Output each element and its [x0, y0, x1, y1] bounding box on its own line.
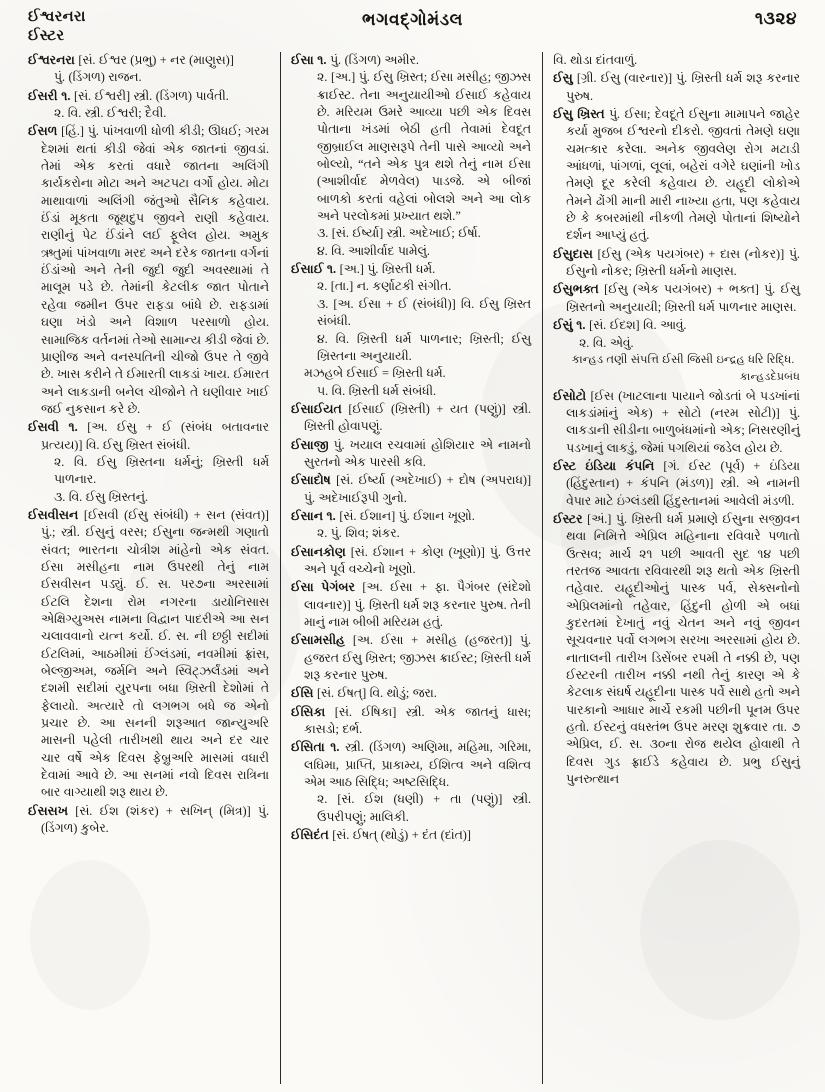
entry-definition: પું. ઈસા; દેવદૂતે ઈસુના મામાપને જાહેર કર્યા મુજબ ઈશ્વરનો દીકરો. જીવતાં તેમણે ઘણા ચમત્કાર કરેલા. અનેક જીવલેણ રોગ મટાડી આંધળાં, પાંગળાં, લૂલાં, બહેરાં વગેરે ઘણાંની ખોડ તેમણે દૂર કરેલી કહેવાય છે. યહૂદી લોકોએ તેમને ઢોંગી માની મારી નાખ્યા હતા, પણ કહેવાય છે કે કબરમાંથી નીકળી તેમણે પોતાનાં શિષ્યોને દર્શન આપ્યું હતું. — [566, 107, 801, 243]
entry-definition: સ્ત્રી. (ડિંગળ) અણિમા, મહિમા, ગરિમા, લઘિમા, પ્રાપ્તિ, પ્રાકામ્ય, ઈશિત્વ અને વશિત્વ એમ આઠ સિદ્ધિ; અષ્ટસિદ્ધિ. — [304, 740, 532, 790]
dictionary-entry — [28, 123, 269, 418]
entry-definition: [હિં.] પું. પાંખવાળી ધોળી કીડી; ઊધઈ; ગરમ દેશમાં થતાં કીડી જેવાં એક જાતનાં જીવડાં. તેમાં એક કરતાં વધારે જાતના અલિંગી કાર્યકરોના મોટા અને અટપટા વર્ગો હોય. મોટા માથાવાળાં અલિંગી જંતુઓ સૈનિક કહેવાય. ઈંડાં મૂકતા જૂથદુપ જીવને રાણી કહેવાય. રાણીનું પેટ ઈંડાંને લઈ ફૂલેલ હોય. અમુક ઋતુમાં પાંખવાળા મરદ અને દરેક જાતના વર્ગનાં ઈંડાંઓ અને તેની જુદી જુદી અવસ્થામાં તે માલૂમ પડે છે. તેમાંની કેટલીક જાત પોતાને રહેવા જમીન ઉપર રાફડા બાંધે છે. રાફડામાં ઘણા ખંડો અને વિશાળ પરસાળો હોય. સામાજિક વર્તનમાં તેઓ સામાન્ય કીડી જેવાં છે. પ્રાણીજ અને વનસ્પતિની ચીજો ઉપર તે જીવે છે. ખાસ કરીને તે ઈમારતી લાકડાં ખાય. ઈમારત અને લાકડાની બનેલ ચીજોને તે ઘણીવાર ખાઈ જઈ નુકસાન કરે છે. — [41, 124, 270, 416]
entry-headword: ઈસુભક્ત — [553, 282, 599, 297]
dictionary-entry — [291, 579, 531, 631]
entry-definition: [સં. ઈશ્વર (પ્રભુ) + નર (માણુસ)] — [78, 53, 234, 67]
dictionary-entry — [291, 685, 531, 702]
entry-definition: પું. ખયાલ રચવામાં હોશિયાર એ નામનો સુરતનો એક પારસી કવિ. — [304, 437, 532, 469]
entry-headword: ઈસ્ટર — [553, 511, 583, 526]
dictionary-entry — [553, 106, 800, 245]
entry-headword: ઈસુદાસ — [553, 246, 593, 261]
entry-sense: ૪. વિ. ખ્રિસ્તી ધર્મ પાળનાર; ખ્રિસ્તી; ઈસુ ખ્રિસ્તના અનુયાયી. — [317, 331, 532, 363]
entry-headword: ઈસરી ૧. — [28, 88, 71, 103]
entry-headword: ઈસોટો — [553, 388, 587, 403]
column-right — [542, 52, 811, 1084]
entry-definition: [સં. ઈશાન + કોણ (ખૂણો)] પું. ઉત્તર અને પૂર્વ વચ્ચેનો ખૂણો. — [304, 544, 532, 576]
dictionary-entry — [28, 88, 269, 123]
entry-headword: ઈસા પેગંબર — [291, 580, 355, 595]
entry-definition: પું. (ડિંગળ) અમીર. — [330, 53, 419, 67]
entry-definition: [અ. ઈસુ + ઈ (સંબંધ બતાવનાર પ્રત્યય)] વિ. ઈસુ ખ્રિસ્ત સંબંધી. — [41, 420, 270, 452]
entry-definition: [ઈસ (ખાટલાના પાયાને જોડતાં બે પડખાંનાં લાકડાંમાંનું એક) + સોટો (નરમ સોટી)] પું. લાકડાની સીડીના બાળુબંધમાંનો એક; નિસરણીનું પડખાનું લાકડું, જેમાં પગથિયાં જડેલ હોય છે. — [566, 388, 801, 455]
dictionary-entry — [553, 388, 800, 457]
entry-headword: ઈસાજી — [291, 437, 329, 452]
entry-definition: વિ. થોડા દાંતવાળું. — [553, 53, 638, 67]
dictionary-entry — [553, 70, 800, 105]
entry-headword: ઈસાનકોણ — [291, 544, 346, 559]
entry-definition: [ઈસાઈ (ખ્રિસ્તી) + યત (પણું)] સ્ત્રી. ખ્રિસ્તી હોવાપણું. — [304, 401, 532, 434]
entry-sense: ૪. વિ. આશીર્વાદ પામેલું. — [317, 243, 430, 258]
dictionary-entry — [291, 261, 531, 400]
entry-definition: [સં. ઈષિકા] સ્ત્રી. એક જાતનું ધાસ; કાસડો; દર્ભ. — [304, 704, 532, 737]
entry-definition: [અં.] પું. ખ્રિસ્તી ધર્મ પ્રમાણે ઈસુના સજીવન થવા નિમિત્તે એપ્રિલ મહિનાના રવિવારે પળાતો ઉત્સવ; માર્ચ ૨૧ પછી આવતી સુદ ૧૪ પછી તરતજ આવતા રવિવારથી શરૂ થતો એક ખ્રિસ્તી તહેવાર. યહૂદીઓનું પાસ્ક પર્વ, સેક્સનોનો એપ્રિલમાંનો તહેવાર, હિંદુની હોળી એ બધાં કુદરતમાં દેખાતું નવું ચેતન અને નવું જીવન સૂચવનાર પર્વો લગભગ સરખા અરસામાં હોય છે. નાતાલની તારીખ ડિસેંબર રપમી તે નક્કી છે, પણ ઈસ્ટરની તારીખ નક્કી નથી તેનું કારણ એ કે કેટલાક સંઘર્ષ યહૂદીના પાસ્ક પર્વે સાથે હતો અને પારકાનો આધાર માર્ચે રકમી પછીની પૂનમ ઉપર હતો. ઈસ્ટનું વધસ્તંભ ઉપર મરણ શુક્રવાર તા. ૭ એપ્રિલ, ઈ. સ. ૩૦ના રોજ થયેલ હોવાથી તે દિવસ ગુડ ફ્રાઈડે કહેવાય છે. પ્રભુ ઈસુનું પુનરુત્થાન — [566, 511, 801, 787]
dictionary-entry — [291, 739, 531, 826]
entry-definition: [ગ્રી. ઈસુ (વારનાર)] પું. ખ્રિસ્તી ધર્મ શરૂ કરનાર પુરુષ. — [566, 71, 801, 103]
entry-headword: ઈસસખ — [28, 803, 68, 818]
dictionary-entry — [28, 419, 269, 506]
entry-headword: ઈસા ૧. — [291, 53, 327, 67]
entry-verse-quotation: કાન્હડ તણી સંપત્તિ ઈસી જિસી ઇન્દ્રહ ધરિ રિદ્ધિ. — [571, 353, 795, 366]
column-left — [18, 52, 280, 1084]
book-title: ભગવદ્ગોમંડલ — [362, 10, 463, 29]
entry-definition: [સં. ઈષત્ (થોડું) + દંત (દાંત)] — [332, 828, 471, 843]
column-container — [18, 52, 811, 1084]
dictionary-entry — [291, 472, 531, 507]
entry-sense: ૩. [અ. ઈસા + ઈ (સંબંધી)] વિ. ઈસુ ખ્રિસ્ત સંબંધી. — [317, 296, 532, 329]
entry-definition: [અ.] પું. ખ્રિસ્તી ધર્મ. — [339, 262, 436, 277]
entry-sense: ૨. વિ. ઈસુ ખ્રિસ્તના ધર્મનું; ખ્રિસ્તી ધર્મ પાળનાર. — [54, 454, 270, 487]
entry-headword: ઈસામસીહ — [291, 633, 345, 648]
entry-definition: [ગં. ઈસ્ટ (પૂર્વ) + ઇંડિયા (હિંદુસ્તાન) + કંપનિ (મંડળ)] સ્ત્રી. એ નામની વેપાર માટે ઇંગ્લંડથી હિંદુસ્તાનમાં આવેલી મંડળી. — [566, 458, 801, 508]
column-middle — [280, 52, 542, 1084]
entry-headword: ઈસિદંત — [291, 828, 329, 843]
entry-usage-example: મઝહબે ઈસાઈ = ખ્રિસ્તી ધર્મ. — [304, 366, 446, 381]
entry-headword: ઈસુ — [553, 71, 573, 86]
dictionary-entry — [553, 458, 800, 510]
entry-headword: ઈસાઈયત — [291, 401, 342, 416]
dictionary-entry — [291, 508, 531, 543]
entry-sense: ૨. વિ. એવું. — [579, 335, 634, 350]
page-number: ૧૩૨૪ — [754, 9, 797, 28]
dictionary-entry — [28, 52, 269, 87]
entry-sense: ૨. [તા.] ન. કર્ણાટકી સંગીત. — [317, 279, 452, 294]
entry-headword: ઈસવી ૧. — [28, 420, 78, 435]
dictionary-entry — [28, 803, 269, 838]
entry-citation-source: કાન્હડદેપ્રબંધ — [739, 371, 801, 384]
dictionary-entry — [291, 401, 531, 436]
entry-headword: ઈસાઈ ૧. — [291, 262, 337, 277]
entry-definition: [સં. ઈશ્વરી] સ્ત્રી. (ડિંગળ) પાર્વતી. — [74, 88, 229, 103]
dictionary-entry — [553, 511, 800, 789]
entry-headword: ઈશ્વરનરા — [28, 53, 75, 67]
entry-definition: [સં. ઈશાન] પું. ઈશાન ખૂણો. — [339, 508, 475, 523]
entry-headword: ઈસું ૧. — [553, 318, 586, 333]
entry-definition: [ઈસુ (એક પયગંબર) + ભક્ત] પું. ઈસુ ખ્રિસ્તનો અનુયાયી; ખ્રિસ્તી ધર્મ પાળનાર માણસ. — [566, 282, 801, 314]
running-head-left-line2: ઈસ્ટર — [28, 28, 65, 44]
running-head-left-line1: ઈશ્વરનરા — [28, 9, 86, 25]
entry-definition: [સં. ઈદશ] વિ. આવું. — [589, 318, 687, 333]
entry-headword: ઈસળ — [28, 124, 58, 139]
entry-headword: ઈસવીસન — [28, 507, 79, 522]
entry-headword: ઈસ્ટ ઇંડિયા કંપનિ — [553, 458, 655, 473]
entry-definition: [સં. ઈર્ષ્યા (અદેખાઈ) + દોષ (અપરાધ)] પું. અદેખાઈરૂપી ગુનો. — [304, 473, 532, 505]
entry-headword: ઈસાદોષ — [291, 473, 331, 488]
entry-definition: [સં. ઈષત્] વિ. થોડું; જરા. — [316, 686, 437, 701]
entry-sense: ૨. [અ.] પું. ઈસુ ખ્રિસ્ત; ઈસા મસીહ; જીઝસ ક્રાઈસ્ટ. તેના અનુયાયીઓ ઈસાઈ કહેવાય છે. મરિયમ ઉમરે આવ્યા પછી એક દિવસ પોતાના ખંડમાં બેઠી હતી તેવામાં દેવદૂત જીબ્રાઈલ માણસરૂપે તેની પાસે આવ્યો અને બોલ્યો, “તને એક પુત્ર થશે તેનું નામ ઈસા (આશીર્વાદ મેળવેલ) પાડજે. એ બીજાં બાળકો કરતાં વહેલાં બોલશે અને આ લોક અને પરલોકમાં પ્રખ્યાત થશે.” — [317, 70, 532, 224]
entry-sense: ૫. વિ. ખ્રિસ્તી ધર્મ સંબંધી. — [317, 383, 437, 398]
dictionary-entry — [291, 437, 531, 472]
dictionary-entry — [553, 52, 800, 69]
entry-definition: [ઈસવી (ઈસુ સંબંધી) + સન (સંવત)] પું.; સ્ત્રી. ઈસુનું વરસ; ઈસુના જન્મથી ગણાતો સંવત; ભારતના ચોત્રીશ માંહેનો એક સંવત. ઈસા મસીહના નામ ઉપરથી તેનું નામ ઈસવીસન પડ્યું. ઈ. સ. પર૭ના અરસામાં ઈટલિ દેશના રોમ નગરના ડાયોનિસાસ એક્ષિગ્યુઅસ નામના વિદ્વાન પાદરીએ આ સન ચલાવવાનો યત્ન કર્યો. ઈ. સ. ની છઠ્ઠી સદીમાં ઈટલિમાં, આઠમીમાં ઈંગ્લંડમાં, નવમીમાં ફ્રાંસ, બેલ્જીઅમ, જર્મનિ અને સ્વિટ્ઝર્લંડમાં અને દશમી સદીમાં યુરપના બધા ખ્રિસ્તી દેશોમાં તે ફેલાયો. અત્યારે તો લગભગ બધે જ એનો પ્રચાર છે. આ સનની શરૂઆત જાન્યુઅરિ માસની પહેલી તારીખથી થાય અને દર ચાર ચાર વર્ષે એક દિવસ ફેબ્રુઅરિ માસમાં વધારી દેવામાં આવે છે. આ સનમાં નવો દિવસ રાત્રિના બાર વાગ્યાથી શરૂ થાય છે. — [41, 507, 270, 800]
dictionary-entry — [553, 281, 800, 316]
dictionary-entry — [553, 317, 800, 386]
entry-definition: [અ. ઈસા + મસીહ (હજરત)] પું. હજરત ઈસુ ખ્રિસ્ત; જીઝસ ક્રાઈસ્ટ; ખ્રિસ્તી ધર્મ શરૂ કરનાર પુરુષ. — [304, 633, 532, 683]
entry-definition: [સં. ઈશ (શંકર) + સખિન્ (મિત્ર)] પું. (ડિંગળ) કુબેર. — [41, 803, 270, 836]
entry-headword: ઈસુ ખ્રિસ્ત — [553, 107, 605, 122]
entry-sense: ૨. [સં. ઈશ (ધણી) + તા (પણું)] સ્ત્રી. ઉપરીપણું; માલિકી. — [317, 792, 532, 824]
dictionary-entry — [291, 544, 531, 579]
dictionary-entry — [291, 827, 531, 844]
dictionary-entry — [291, 632, 531, 684]
entry-sense: ૨. પું. શિવ; શંકર. — [317, 526, 400, 541]
entry-sense: ૩. વિ. ઈસુ ખ્રિસ્તનું. — [54, 489, 149, 504]
entry-sense: ૩. [સં. ઈર્ષ્યા] સ્ત્રી. અદેખાઈ; ઈર્ષા. — [317, 226, 481, 241]
entry-headword: ઈસાન ૧. — [291, 508, 336, 523]
entry-sense: પું. (ડિંગળ) રાજન. — [54, 70, 142, 85]
page-header — [0, 0, 825, 56]
entry-headword: ઈસિકા — [291, 704, 326, 719]
dictionary-entry — [553, 246, 800, 281]
entry-definition: [ઈસુ (એક પયગંબર) + દાસ (નોકર)] પું. ઈસુનો નોકર; ખ્રિસ્તી ધર્મનો માણસ. — [566, 246, 801, 279]
entry-sense: ૨. વિ. સ્ત્રી. ઈશ્વરી; દૈવી. — [54, 106, 167, 121]
entry-headword: ઈસિતા ૧. — [291, 740, 340, 755]
entry-definition: [અ. ઈસા + ફા. પૈગંબર (સંદેશો લાવનાર)] પું. ખ્રિસ્તી ધર્મ શરૂ કરનાર પુરુષ. તેની માનું નામ બીબી મરિયમ હતું. — [304, 580, 532, 629]
dictionary-entry — [291, 704, 531, 739]
dictionary-entry — [291, 52, 531, 260]
entry-headword: ઈસિ — [291, 686, 314, 701]
dictionary-entry — [28, 507, 269, 802]
